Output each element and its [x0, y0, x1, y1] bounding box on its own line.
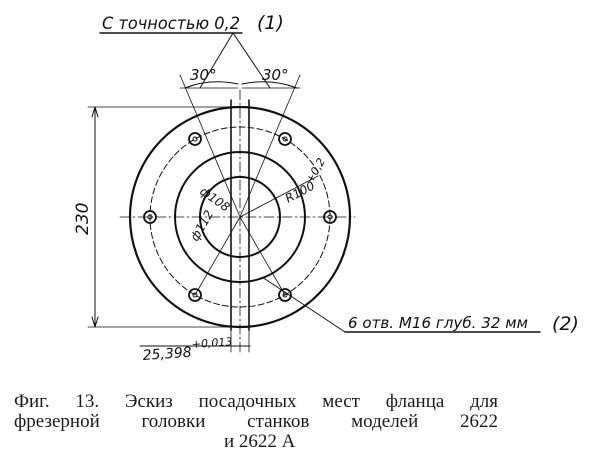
callout-1-text: С точностью 0,2: [102, 14, 240, 34]
caption-line-3: и 2622 А: [224, 431, 296, 452]
bolt-hole-top-left: [189, 133, 201, 145]
angle-label-left: 30°: [190, 66, 217, 84]
diameter-inner-label: ф108: [197, 183, 233, 215]
radius-tolerance: +0,2: [303, 155, 328, 186]
holes-note-text: 6 отв. М16 глуб. 32 мм: [348, 314, 528, 332]
caption-line-2: фрезерной головки станков моделей 2622: [14, 411, 498, 432]
callout-2-number: (2): [552, 313, 579, 335]
figure-caption: [14, 392, 594, 452]
angle-label-right: 30°: [262, 66, 289, 84]
diameter-middle-label: ф112: [187, 207, 217, 244]
callout-1-number: (1): [257, 12, 284, 34]
bore-tolerance-label: +0,013: [191, 335, 233, 351]
dim-230-label: 230: [73, 202, 93, 235]
holes-note-leader: [262, 277, 345, 332]
bore-dimension-label: 25,398: [142, 344, 193, 364]
radius-label: R100: [282, 178, 318, 206]
caption-line-1: Фиг. 13. Эскиз посадочных мест фланца для: [14, 391, 498, 412]
